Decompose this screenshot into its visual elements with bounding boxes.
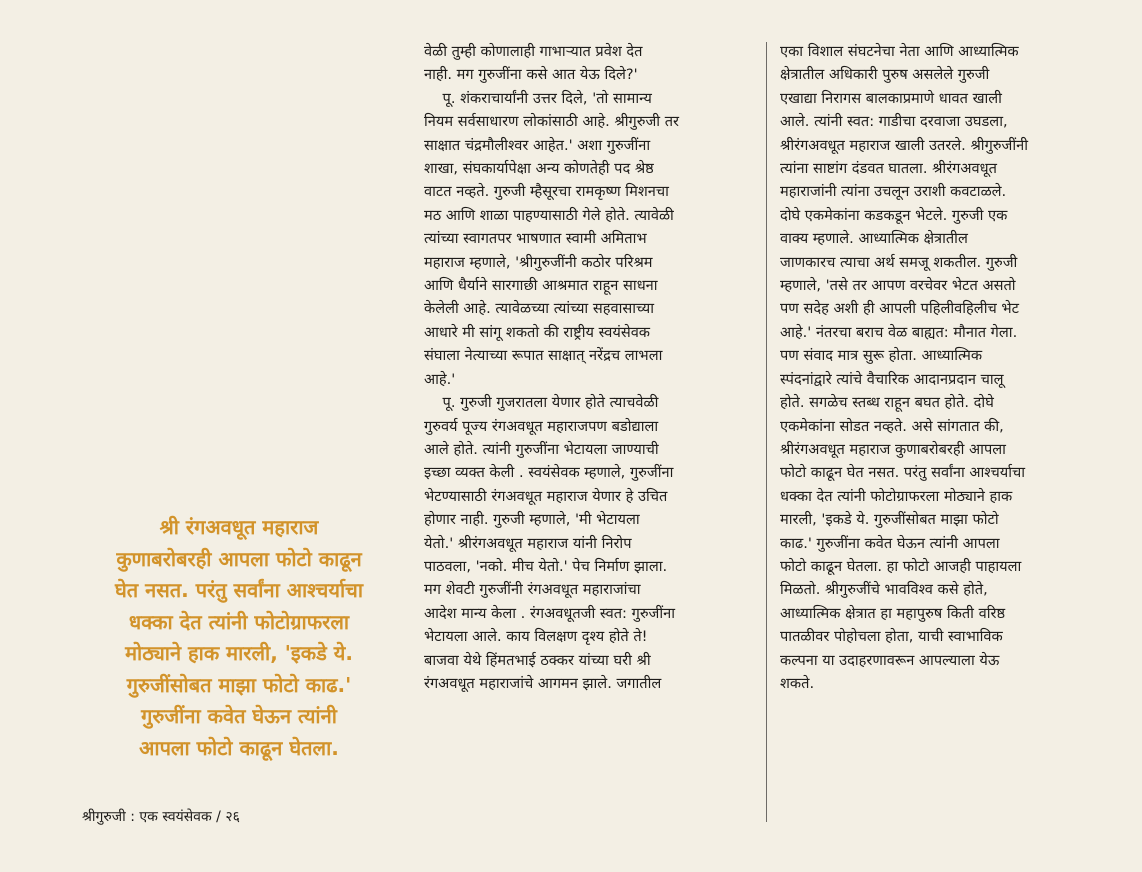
text-line: कल्पना या उदाहरणावरून आपल्याला येऊ	[780, 651, 1000, 669]
text-line: त्यांना साष्टांग दंडवत घातला. श्रीरंगअवधूत	[780, 160, 997, 178]
text-line: आदेश मान्य केला . रंगअवधूतजी स्वत: गुरुजींना	[424, 604, 676, 622]
text-line: केलेली आहे. त्यावेळच्या त्यांच्या सहवासाच्या	[424, 300, 655, 318]
text-line: आले. त्यांनी स्वत: गाडीचा दरवाजा उघडला,	[780, 113, 1008, 131]
text-line: त्यांच्या स्वागतपर भाषणात स्वामी अमिताभ	[424, 230, 647, 248]
text-line: क्षेत्रातील अधिकारी पुरुष असलेले गुरुजी	[780, 66, 990, 84]
text-line: फोटो काढून घेत नसत. परंतु सर्वांना आश्चर्याचा	[780, 464, 1026, 482]
text-line: महाराजांनी त्यांना उचलून उराशी कवटाळले.	[780, 183, 1007, 201]
pull-quote-line: घेत नसत. परंतु सर्वांना आश्चर्याचा	[114, 578, 364, 602]
text-line: धक्का देत त्यांनी फोटोग्राफरला मोठ्याने हाक	[780, 487, 1013, 505]
page-footer: श्रीगुरुजी : एक स्वयंसेवक / २६	[82, 809, 240, 825]
text-line: एका विशाल संघटनेचा नेता आणि आध्यात्मिक	[780, 43, 1019, 60]
column-divider	[766, 42, 767, 822]
text-line: पण संवाद मात्र सुरू होता. आध्यात्मिक	[780, 347, 983, 365]
text-line: येतो.' श्रीरंगअवधूत महाराज यांनी निरोप	[424, 534, 632, 552]
text-line: साक्षात चंद्रमौलीश्वर आहेत.' अशा गुरुजींना	[424, 136, 651, 154]
pull-quote-line: श्री रंगअवधूत महाराज	[159, 515, 319, 539]
pull-quote-line: आपला फोटो काढून घेतला.	[139, 735, 339, 760]
text-line: संघाला नेत्याच्या रूपात साक्षात् नरेंद्रच लाभला	[424, 347, 663, 365]
text-line: भेटण्यासाठी रंगअवधूत महाराज येणार हे उचित	[424, 487, 668, 505]
text-line: म्हणाले, 'तसे तर आपण वरचेवर भेटत असतो	[780, 277, 1016, 295]
text-line: एखाद्या निरागस बालकाप्रमाणे धावत खाली	[780, 89, 1002, 107]
text-line: नाही. मग गुरुजींना कसे आत येऊ दिले?'	[424, 66, 638, 84]
text-column-right	[780, 40, 1110, 695]
text-line: भेटायला आले. काय विलक्षण दृश्य होते ते!	[424, 628, 648, 646]
text-line: गुरुवर्य पूज्य रंगअवधूत महाराजपण बडोद्याला	[424, 417, 659, 435]
text-line: होणार नाही. गुरुजी म्हणाले, 'मी भेटायला	[424, 511, 640, 529]
pull-quote-line: मोठ्याने हाक मारली, 'इकडे ये.	[125, 641, 353, 665]
pull-quote	[78, 512, 400, 764]
text-line: आहे.'	[424, 370, 456, 388]
text-line: महाराज म्हणाले, 'श्रीगुरुजींनी कठोर परिश्रम	[424, 253, 653, 271]
text-line: आणि धैर्याने सारगाछी आश्रमात राहून साधना	[424, 277, 658, 295]
pull-quote-line: धक्का देत त्यांनी फोटोग्राफरला	[128, 609, 350, 634]
text-line: पण सदेह अशी ही आपली पहिलीवहिलीच भेट	[780, 300, 1019, 318]
text-line: श्रीरंगअवधूत महाराज खाली उतरले. श्रीगुरुजींनी	[780, 136, 1028, 154]
text-line: आध्यात्मिक क्षेत्रात हा महापुरुष किती वरिष्ठ	[780, 604, 1006, 622]
pull-quote-line: गुरुजींसोबत माझा फोटो काढ.'	[126, 672, 352, 697]
text-line: रंगअवधूत महाराजांचे आगमन झाले. जगातील	[424, 674, 662, 692]
text-line: पू. गुरुजी गुजरातला येणार होते त्याचवेळी	[424, 394, 659, 412]
text-line: होते. सगळेच स्तब्ध राहून बघत होते. दोघे	[780, 394, 994, 412]
text-line: वाक्य म्हणाले. आध्यात्मिक क्षेत्रातील	[780, 230, 968, 248]
text-column-left	[424, 40, 754, 695]
text-line: नियम सर्वसाधारण लोकांसाठी आहे. श्रीगुरुजी तर	[424, 113, 679, 131]
pull-quote-line: गुरुजींना कवेत घेऊन त्यांनी	[141, 704, 337, 728]
text-line: आहे.' नंतरचा बराच वेळ बाह्यत: मौनात गेला.	[780, 323, 1018, 341]
text-line: श्रीरंगअवधूत महाराज कुणाबरोबरही आपला	[780, 440, 1006, 458]
text-line: एकमेकांना सोडत नव्हते. असे सांगतात की,	[780, 417, 1004, 435]
text-line: इच्छा व्यक्त केली . स्वयंसेवक म्हणाले, गुरुजींना	[424, 464, 674, 482]
text-line: फोटो काढून घेतला. हा फोटो आजही पाहायला	[780, 557, 1022, 575]
text-line: पू. शंकराचार्यांनी उत्तर दिले, 'तो सामान्य	[424, 89, 652, 107]
text-line: पातळीवर पोहोचला होता, याची स्वाभाविक	[780, 628, 1003, 646]
text-line: आधारे मी सांगू शकतो की राष्ट्रीय स्वयंसेवक	[424, 323, 651, 341]
text-line: मारली, 'इकडे ये. गुरुजींसोबत माझा फोटो	[780, 511, 999, 529]
text-line: स्पंदनांद्वारे त्यांचे वैचारिक आदानप्रदान चालू	[780, 370, 1004, 388]
pull-quote-line: कुणाबरोबरही आपला फोटो काढून	[116, 546, 362, 571]
text-line: दोघे एकमेकांना कडकडून भेटले. गुरुजी एक	[780, 206, 1008, 224]
text-line: शकते.	[780, 674, 815, 692]
text-line: मठ आणि शाळा पाहण्यासाठी गेले होते. त्यावेळी	[424, 206, 674, 224]
text-line: शाखा, संघकार्यापेक्षा अन्य कोणतेही पद श्रेष्ठ	[424, 160, 654, 178]
text-line: वाटत नव्हते. गुरुजी म्हैसूरचा रामकृष्ण मिशनचा	[424, 183, 669, 201]
text-line: काढ.' गुरुजींना कवेत घेऊन त्यांनी आपला	[780, 534, 1000, 552]
text-line: मग शेवटी गुरुजींनी रंगअवधूत महाराजांचा	[424, 581, 641, 599]
text-line: मिळतो. श्रीगुरुजींचे भावविश्व कसे होते,	[780, 581, 988, 599]
text-line: वेळी तुम्ही कोणालाही गाभाऱ्यात प्रवेश देत	[424, 43, 643, 60]
text-line: बाजवा येथे हिंमतभाई ठक्कर यांच्या घरी श्री	[424, 651, 651, 669]
text-line: पाठवला, 'नको. मीच येतो.' पेच निर्माण झाला.	[424, 557, 668, 575]
text-line: जाणकारच त्याचा अर्थ समजू शकतील. गुरुजी	[780, 253, 1018, 271]
text-line: आले होते. त्यांनी गुरुजींना भेटायला जाण्याची	[424, 440, 659, 458]
